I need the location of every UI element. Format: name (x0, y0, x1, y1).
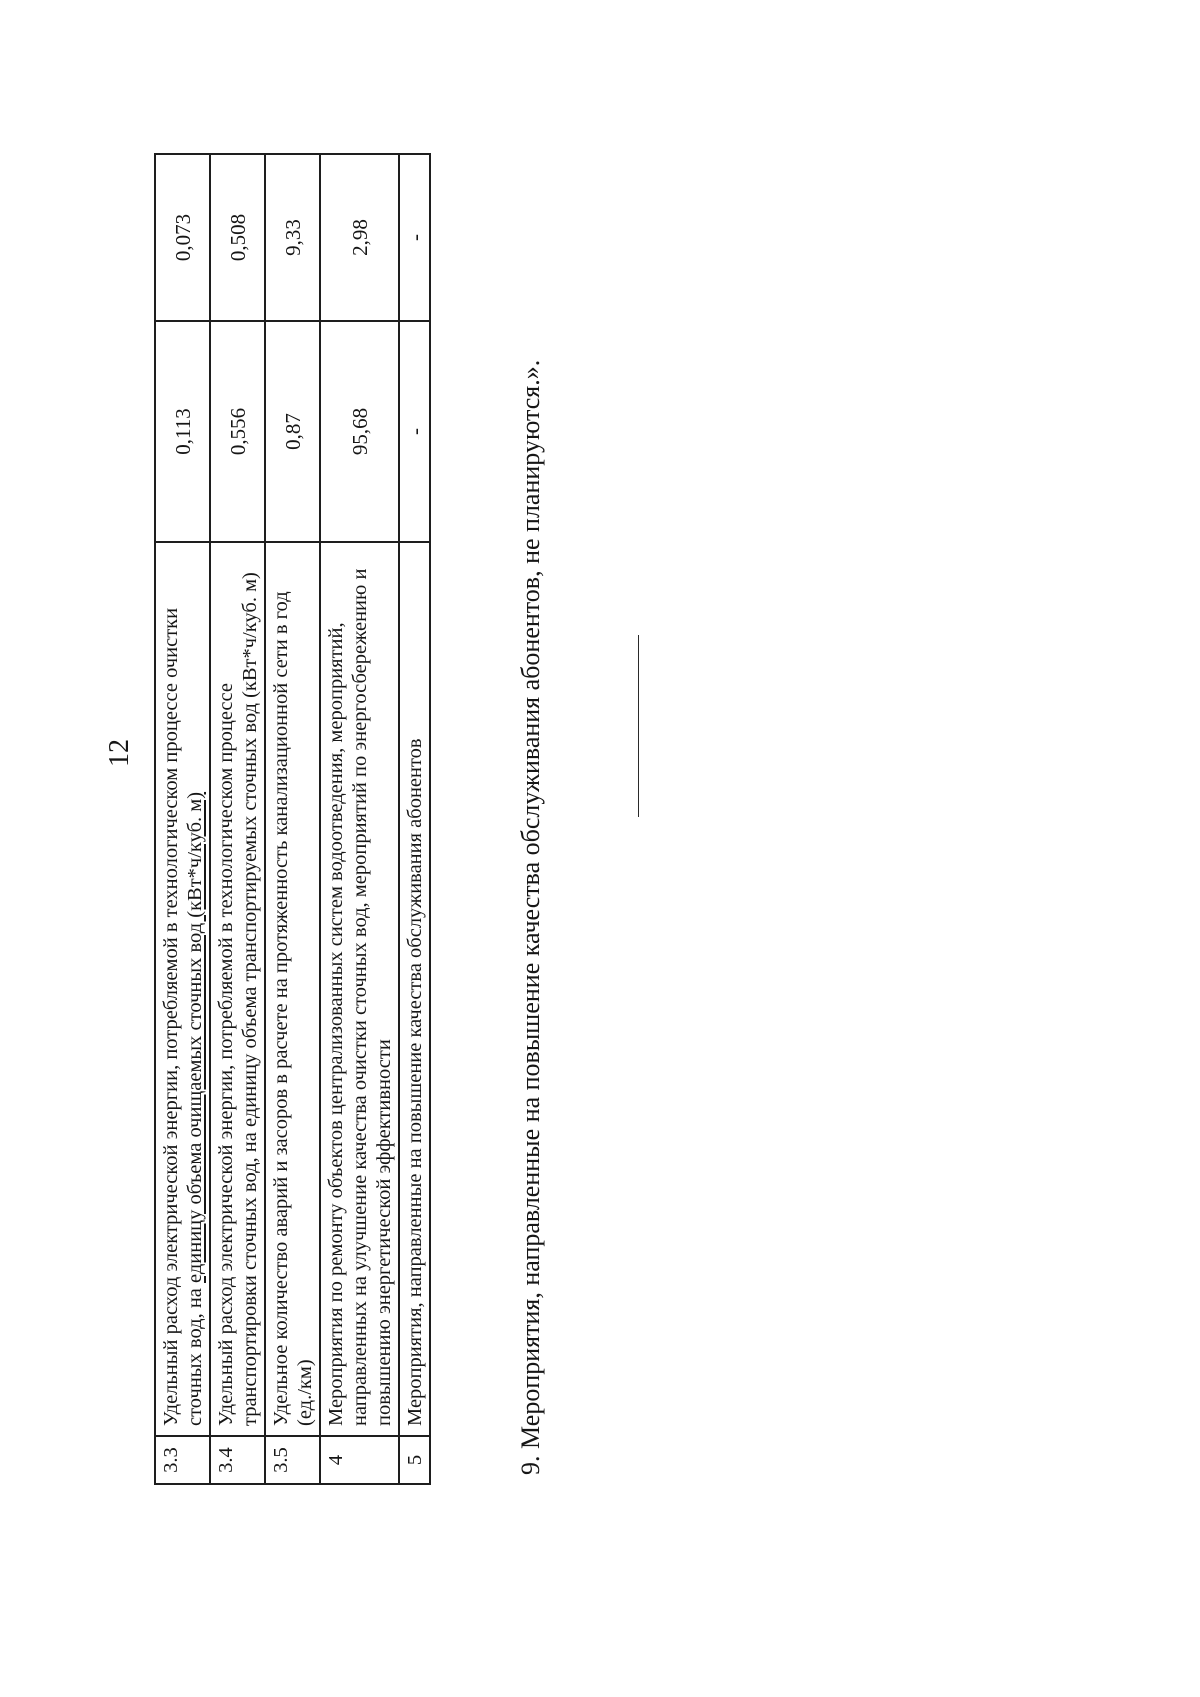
table-row (320, 154, 399, 1484)
row-value-1: 0,87 (265, 321, 320, 542)
table-row (210, 154, 265, 1484)
page-number: 12 (104, 739, 135, 767)
row-description (155, 542, 210, 1436)
row-value-2: 0,073 (155, 154, 210, 321)
row-value-1: 0,113 (155, 321, 210, 542)
table-row (265, 154, 320, 1484)
row-value-2: 0,508 (210, 154, 265, 321)
row-value-1: 95,68 (320, 321, 399, 542)
row-number: 4 (320, 1436, 399, 1484)
row-description-line2: сточных вод, на (184, 1282, 206, 1426)
row-value-2: - (399, 154, 430, 321)
row-description-underlined: единицу объема очищаемых сточных вод (кВт*ч/куб. м) (184, 791, 206, 1283)
row-value-2: 2,98 (320, 154, 399, 321)
row-description: Мероприятия по ремонту объектов централизованных систем водоотведения, мероприятий, направленных на улучшение качества очистки сточных вод, мероприятий по энергосбережению и повышению энергетической эффективности (320, 542, 399, 1436)
table-row (399, 154, 430, 1484)
row-value-1: 0,556 (210, 321, 265, 542)
indicators-table (154, 153, 431, 1485)
row-value-2: 9,33 (265, 154, 320, 321)
row-description: Удельный расход электрической энергии, потребляемой в технологическом процессе транспортировки сточных вод, на единицу объема транспортируемых сточных вод (кВт*ч/куб. м) (210, 542, 265, 1436)
closing-divider-line (638, 635, 639, 817)
footer-paragraph: 9. Мероприятия, направленные на повышение качества обслуживания абонентов, не планируются.». (516, 359, 545, 1475)
row-value-1: - (399, 321, 430, 542)
row-number: 5 (399, 1436, 430, 1484)
row-number: 3.4 (210, 1436, 265, 1484)
row-number: 3.5 (265, 1436, 320, 1484)
row-description: Удельное количество аварий и засоров в расчете на протяженность канализационной сети в год (ед./км) (265, 542, 320, 1436)
row-number: 3.3 (155, 1436, 210, 1484)
row-description-line1: Удельный расход электрической энергии, потребляемой в технологическом процессе очистки (160, 607, 182, 1426)
row-description: Мероприятия, направленные на повышение качества обслуживания абонентов (399, 542, 430, 1436)
table-row (155, 154, 210, 1484)
